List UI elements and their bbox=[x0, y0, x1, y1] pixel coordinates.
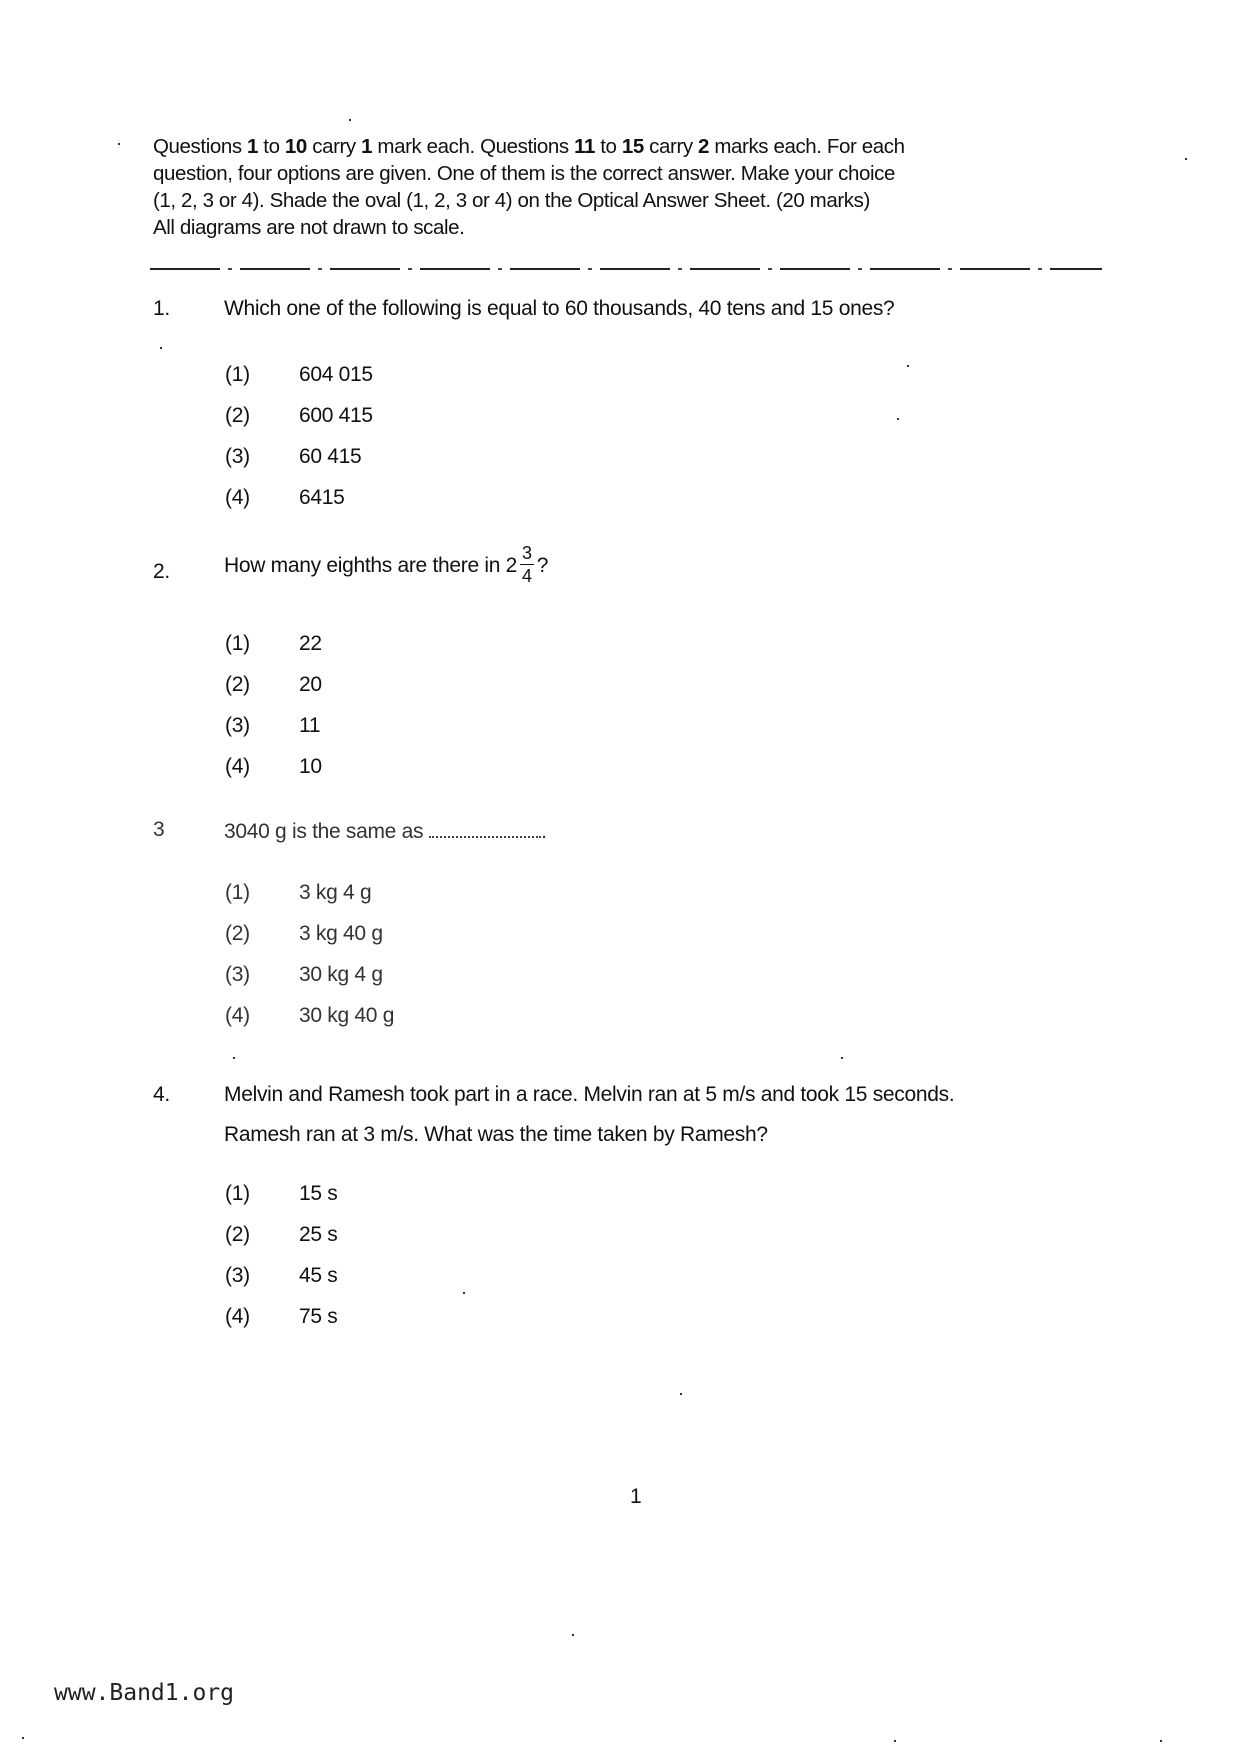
option-label: (4) bbox=[225, 1004, 250, 1027]
option-label: (2) bbox=[225, 922, 250, 945]
option-value: 20 bbox=[299, 673, 322, 696]
option-label: (2) bbox=[225, 1223, 250, 1246]
scan-speck bbox=[463, 1292, 465, 1294]
question-text-after: ? bbox=[536, 554, 549, 578]
page-number: 1 bbox=[630, 1485, 642, 1508]
instr-text: to bbox=[594, 135, 622, 158]
option-value: 3 kg 40 g bbox=[299, 922, 383, 945]
question-number: 4. bbox=[153, 1083, 170, 1106]
instr-bold: 1 bbox=[361, 135, 373, 158]
scan-speck bbox=[680, 1393, 682, 1395]
instr-text: carry bbox=[643, 135, 699, 158]
option-label: (1) bbox=[225, 363, 250, 386]
scan-speck bbox=[1185, 158, 1187, 160]
instructions-line-3: (1, 2, 3 or 4). Shade the oval (1, 2, 3 or 4) on the Optical Answer Sheet. (20 marks) bbox=[153, 189, 870, 212]
instr-bold: 10 bbox=[284, 135, 307, 158]
option-label: (4) bbox=[225, 1305, 250, 1328]
option-label: (1) bbox=[225, 632, 250, 655]
instr-bold: 1 bbox=[247, 135, 259, 158]
option-label: (2) bbox=[225, 673, 250, 696]
option-label: (1) bbox=[225, 1182, 250, 1205]
instr-text: to bbox=[258, 135, 285, 158]
option-label: (3) bbox=[225, 445, 250, 468]
option-value: 22 bbox=[299, 632, 322, 655]
scan-speck bbox=[572, 1634, 574, 1636]
question-text bbox=[224, 543, 549, 587]
option-value: 30 kg 4 g bbox=[299, 963, 383, 986]
option-label: (4) bbox=[225, 755, 250, 778]
option-value: 600 415 bbox=[299, 404, 373, 427]
scan-speck bbox=[907, 365, 909, 367]
scan-speck bbox=[841, 1057, 843, 1059]
scan-speck bbox=[1160, 1740, 1162, 1742]
option-value: 11 bbox=[299, 714, 321, 737]
option-label: (4) bbox=[225, 486, 250, 509]
scan-speck bbox=[233, 1057, 235, 1059]
instr-bold: 2 bbox=[698, 135, 710, 158]
fraction-numerator: 3 bbox=[522, 543, 532, 563]
instr-text: marks each. For each bbox=[709, 135, 905, 158]
instr-text: carry bbox=[306, 135, 362, 158]
instructions-line-2: question, four options are given. One of them is the correct answer. Make your choice bbox=[153, 162, 895, 185]
section-divider bbox=[150, 268, 1102, 270]
instr-bold: 11 bbox=[574, 135, 595, 158]
scan-speck bbox=[118, 143, 120, 145]
question-text bbox=[224, 818, 547, 844]
question-text-main: 3040 g is the same as bbox=[224, 820, 424, 843]
option-value: 6415 bbox=[299, 486, 345, 509]
question-text bbox=[224, 1075, 954, 1155]
option-value: 10 bbox=[299, 755, 322, 778]
question-number: 3 bbox=[153, 818, 165, 841]
option-value: 25 s bbox=[299, 1223, 338, 1246]
scan-speck bbox=[22, 1737, 24, 1739]
option-label: (2) bbox=[225, 404, 250, 427]
question-number: 1. bbox=[153, 297, 170, 320]
scan-speck bbox=[160, 347, 162, 349]
answer-blank bbox=[429, 818, 541, 838]
instructions-line-1 bbox=[153, 133, 1093, 160]
instructions-line-4: All diagrams are not drawn to scale. bbox=[153, 216, 465, 239]
question-text-after: . bbox=[541, 820, 547, 843]
scan-speck bbox=[897, 418, 899, 420]
question-text-before: How many eighths are there in 2 bbox=[224, 554, 518, 578]
option-value: 45 s bbox=[299, 1264, 338, 1287]
option-value: 3 kg 4 g bbox=[299, 881, 372, 904]
instr-text: Questions bbox=[153, 135, 247, 158]
scan-speck bbox=[894, 1740, 896, 1742]
question-text: Which one of the following is equal to 60 thousands, 40 tens and 15 ones? bbox=[224, 297, 895, 320]
question-text-line-1: Melvin and Ramesh took part in a race. Melvin ran at 5 m/s and took 15 seconds. bbox=[224, 1083, 955, 1106]
question-text-line-2: Ramesh ran at 3 m/s. What was the time taken by Ramesh? bbox=[224, 1123, 768, 1146]
option-value: 15 s bbox=[299, 1182, 338, 1205]
mixed-fraction bbox=[520, 544, 534, 585]
option-value: 604 015 bbox=[299, 363, 373, 386]
option-value: 60 415 bbox=[299, 445, 362, 468]
option-label: (3) bbox=[225, 963, 250, 986]
option-label: (3) bbox=[225, 1264, 250, 1287]
question-number: 2. bbox=[153, 560, 170, 583]
option-value: 30 kg 40 g bbox=[299, 1004, 395, 1027]
option-label: (3) bbox=[225, 714, 250, 737]
scan-speck bbox=[349, 119, 351, 121]
watermark: www.Band1.org bbox=[54, 1680, 235, 1706]
instr-text: mark each. Questions bbox=[372, 135, 575, 158]
option-label: (1) bbox=[225, 881, 250, 904]
option-value: 75 s bbox=[299, 1305, 338, 1328]
instr-bold: 15 bbox=[621, 135, 644, 158]
fraction-denominator: 4 bbox=[522, 566, 532, 586]
instructions bbox=[153, 133, 1093, 241]
